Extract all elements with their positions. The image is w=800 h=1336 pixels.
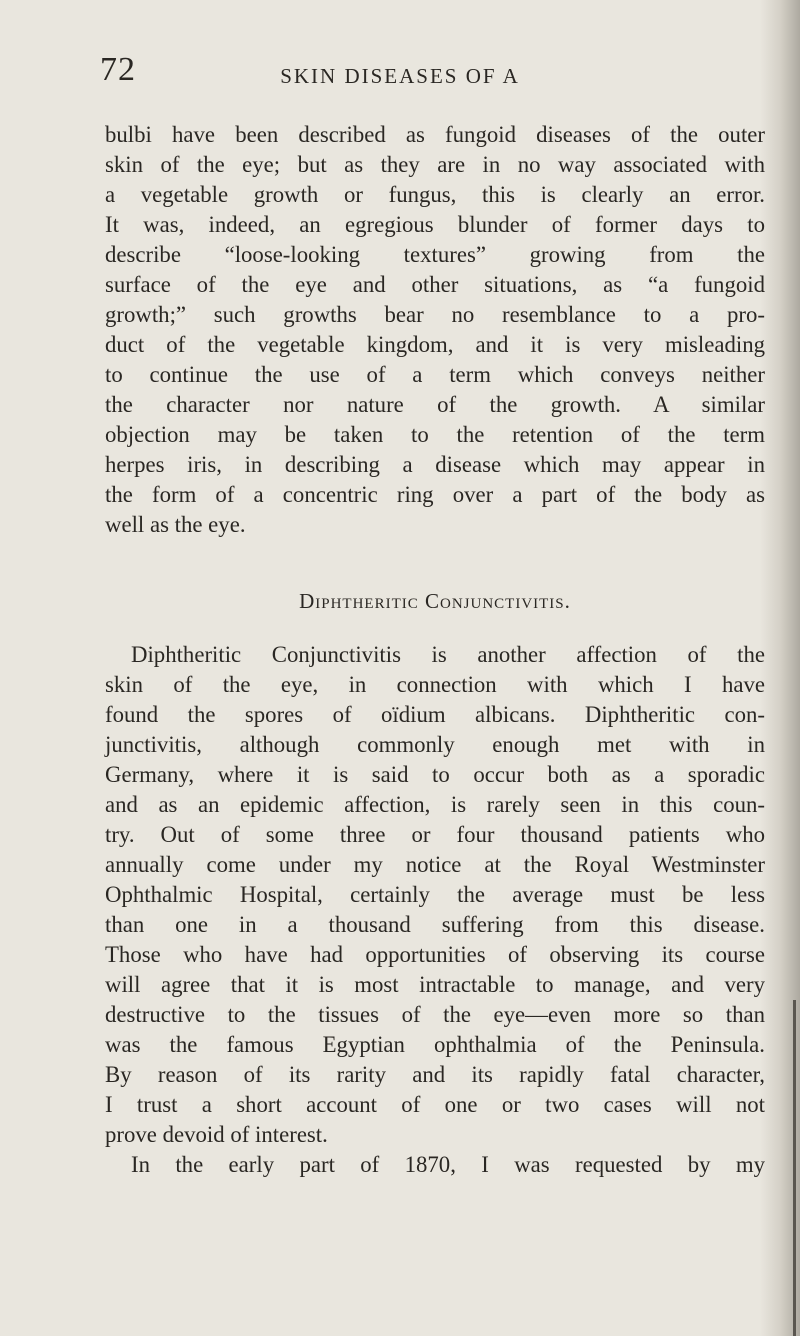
page-edge-shadow — [793, 1000, 796, 1336]
running-head: SKIN DISEASES OF A — [280, 64, 520, 88]
text-line: a vegetable growth or fungus, this is clearly an error. — [105, 182, 765, 207]
text-line: herpes iris, in describing a disease which may appear in — [105, 452, 765, 477]
text-line: was the famous Egyptian ophthalmia of the Peninsula. — [105, 1032, 765, 1057]
text-line: objection may be taken to the retention of the term — [105, 422, 765, 447]
text-line: By reason of its rarity and its rapidly fatal character, — [105, 1062, 765, 1087]
text-line: I trust a short account of one or two cases will not — [105, 1092, 765, 1117]
body-text — [105, 120, 765, 1180]
text-line: try. Out of some three or four thousand patients who — [105, 822, 765, 847]
text-line: will agree that it is most intractable to manage, and very — [105, 972, 765, 997]
text-line: the form of a concentric ring over a part of the body as — [105, 482, 765, 507]
text-line: Ophthalmic Hospital, certainly the average must be less — [105, 882, 765, 907]
text-line: skin of the eye; but as they are in no way associated with — [105, 152, 765, 177]
text-line: than one in a thousand suffering from this disease. — [105, 912, 765, 937]
text-line: destructive to the tissues of the eye—even more so than — [105, 1002, 765, 1027]
section-heading: Diphtheritic Conjunctivitis. — [299, 589, 571, 613]
text-line: It was, indeed, an egregious blunder of former days to — [105, 212, 765, 237]
text-line: duct of the vegetable kingdom, and it is very misleading — [105, 332, 765, 357]
text-line: found the spores of oïdium albicans. Diphtheritic con- — [105, 702, 765, 727]
text-line: Germany, where it is said to occur both as a sporadic — [105, 762, 765, 787]
text-line: the character nor nature of the growth. A similar — [105, 392, 765, 417]
text-line: growth;” such growths bear no resemblance to a pro- — [105, 302, 765, 327]
text-line: In the early part of 1870, I was requested by my — [131, 1152, 765, 1177]
text-line: and as an epidemic affection, is rarely seen in this coun- — [105, 792, 765, 817]
text-line: skin of the eye, in connection with which I have — [105, 672, 765, 697]
text-line: annually come under my notice at the Royal Westminster — [105, 852, 765, 877]
page-number: 72 — [100, 51, 136, 88]
text-line: well as the eye. — [105, 512, 246, 537]
text-line: surface of the eye and other situations, as “a fungoid — [105, 272, 765, 297]
text-line: Those who have had opportunities of observing its course — [105, 942, 765, 967]
text-line: describe “loose-looking textures” growing from the — [105, 242, 765, 267]
text-line: junctivitis, although commonly enough met with in — [105, 732, 765, 757]
text-line: prove devoid of interest. — [105, 1122, 328, 1147]
text-line: Diphtheritic Conjunctivitis is another affection of the — [131, 642, 765, 667]
text-line: to continue the use of a term which conveys neither — [105, 362, 765, 387]
text-line: bulbi have been described as fungoid diseases of the outer — [105, 122, 765, 147]
